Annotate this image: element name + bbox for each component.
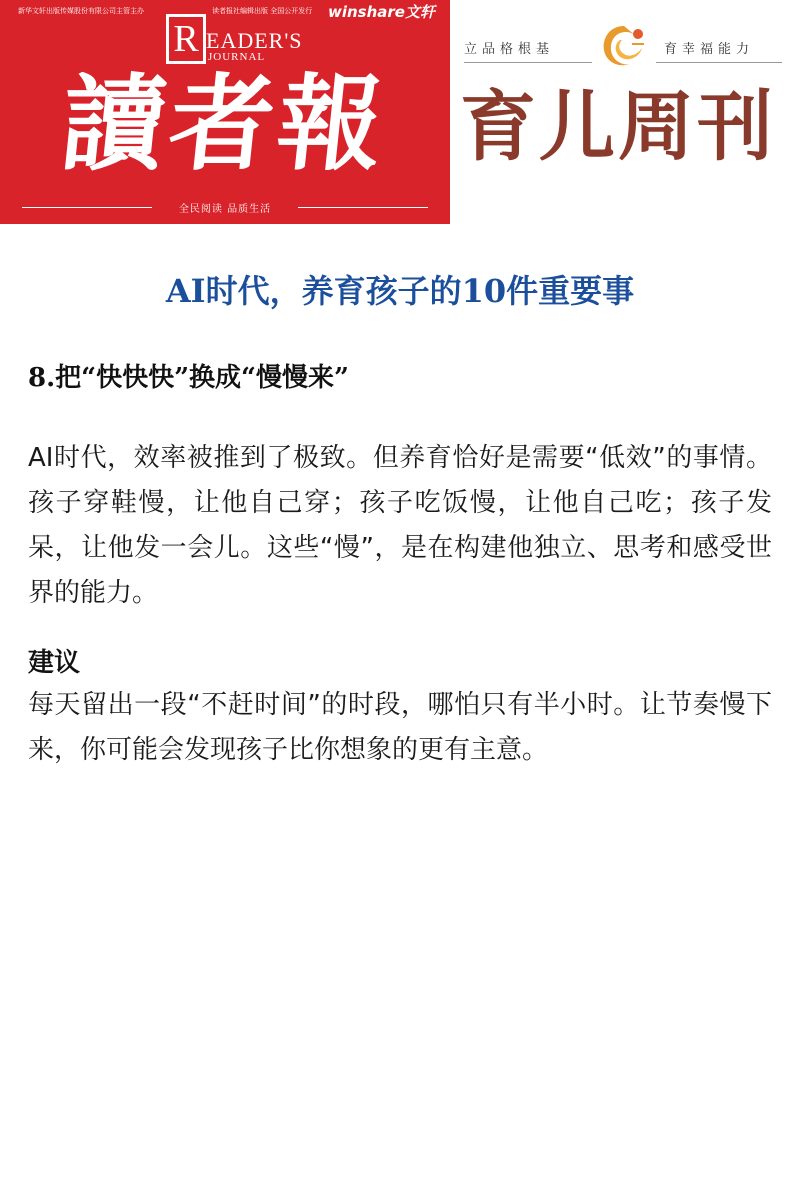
logo-initial: R [166,14,206,64]
body-paragraph: AI时代，效率被推到了极致。但养育恰好是需要“低效”的事情。 孩子穿鞋慢，让他自己穿；孩子吃饭慢，让他自己吃；孩子发呆，让他发一会儿。这些“慢”，是在构建他独立、思考和感受世界的能力。 [28,443,772,608]
parenting-weekly-masthead [462,20,782,170]
motto-right: 育幸福能力 [664,42,755,57]
readers-journal-chinese-title: 讀者報 [55,62,393,185]
motto-rule-right [656,62,782,63]
readers-journal-masthead [0,0,450,224]
winshare-logo: winshare文轩 [328,3,435,21]
advice-paragraph: 每天留出一段“不赶时间”的时段，哪怕只有半小时。让节奏慢下来，你可能会发现孩子比你想象的更有主意。 [28,690,772,765]
issuer-line: 读者报社编辑出版 全国公开发行 [212,7,313,15]
slogan-text: 全民阅读 品质生活 [171,204,279,215]
parenting-weekly-title: 育儿周刊 [460,82,776,171]
readers-journal-english-logo [166,14,306,64]
publisher-line: 新华文轩出版传媒股份有限公司主管主办 [18,7,144,15]
article-headline: AI时代，养育孩子的10件重要事 [165,272,635,310]
motto-rule-left [464,62,592,63]
logo-name: EADER'S [206,28,303,53]
logo-journal: JOURNAL [208,51,266,63]
masthead-slogan [0,200,450,215]
section-heading: 8.把“快快快”换成“慢慢来” [28,363,349,393]
orange-swirl-logo-icon [598,20,650,72]
advice-label: 建议 [28,648,81,678]
motto-left: 立品格根基 [464,42,555,57]
